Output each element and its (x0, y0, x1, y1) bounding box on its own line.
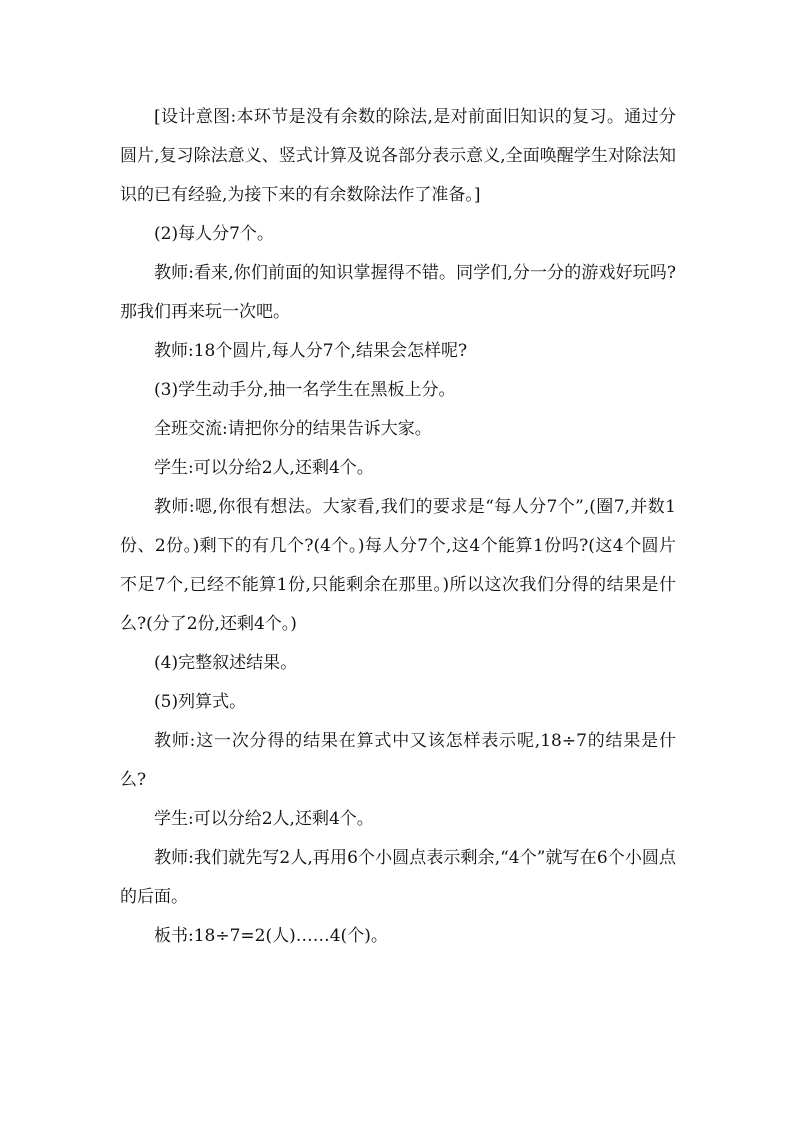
teacher-dialogue: 教师:看来,你们前面的知识掌握得不错。同学们,分一分的游戏好玩吗?那我们再来玩一次吧。 (120, 263, 676, 322)
step-5-heading: (5)列算式。 (154, 692, 247, 712)
document-body (120, 98, 676, 956)
student-dialogue: 学生:可以分给2人,还剩4个。 (154, 458, 374, 478)
step-4-heading: (4)完整叙述结果。 (154, 653, 298, 673)
teacher-dialogue: 教师:这一次分得的结果在算式中又该怎样表示呢,18÷7的结果是什么? (120, 731, 676, 790)
class-discussion: 全班交流:请把你分的结果告诉大家。 (154, 419, 432, 439)
design-intent-note: [设计意图:本环节是没有余数的除法,是对前面旧知识的复习。通过分圆片,复习除法意义、竖式计算及说各部分表示意义,全面唤醒学生对除法知识的已有经验,为接下来的有余数除法作了准备。] (120, 107, 676, 205)
teacher-dialogue: 教师:我们就先写2人,再用6个小圆点表示剩余,“4个”就写在6个小圆点的后面。 (120, 848, 676, 907)
teacher-dialogue: 教师:18个圆片,每人分7个,结果会怎样呢? (154, 341, 468, 361)
step-3-heading: (3)学生动手分,抽一名学生在黑板上分。 (154, 380, 456, 400)
teacher-dialogue: 教师:嗯,你很有想法。大家看,我们的要求是“每人分7个”,(圈7,并数1份、2份。)剩下的有几个?(4个。)每人分7个,这4个能算1份吗?(这4个圆片不足7个,已经不能算1份,只能剩余在那里。)所以这次我们分得的结果是什么?(分了2份,还剩4个。) (120, 497, 676, 634)
student-dialogue: 学生:可以分给2人,还剩4个。 (154, 809, 374, 829)
blackboard-equation: 板书:18÷7=2(人)……4(个)。 (154, 926, 388, 946)
step-2-heading: (2)每人分7个。 (154, 224, 274, 244)
